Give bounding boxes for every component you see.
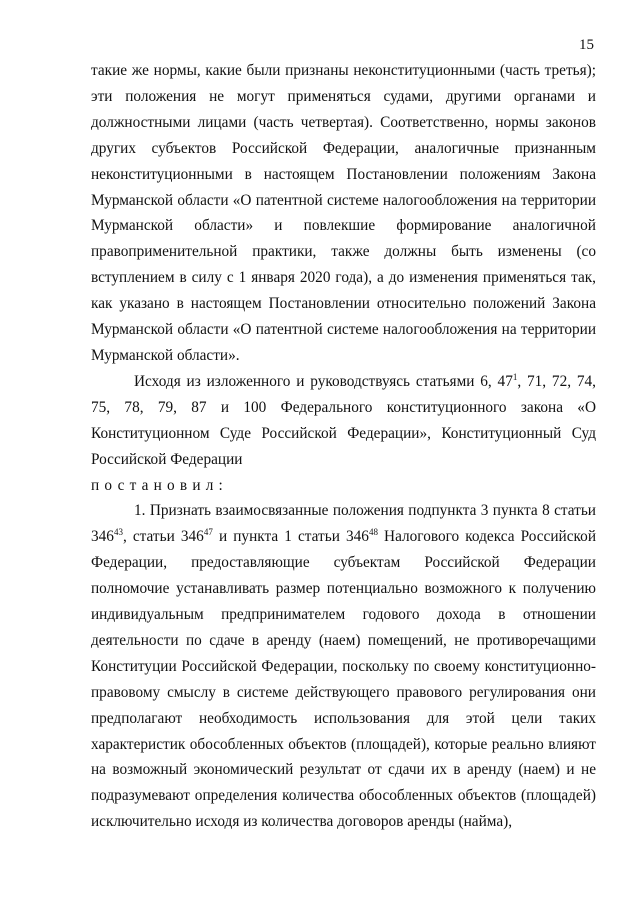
superscript: 48 (368, 527, 378, 538)
paragraph-grounds (91, 369, 596, 473)
item-text-b: , статьи 346 (122, 528, 204, 546)
item-text-d: Налогового кодекса Российской Федерации, предоставляющие субъектам Российской Федерации полномочие устанавливать размер потенциально возможного к получению индивидуальным предпринимателем годового дохода в отношении деятельности по сдаче в аренду (наем) помещений, не противоречащими Конституции Российской Федерации, поскольку по своему конституционно-правовому смыслу в системе действующего правового регулирования они предполагают необходимость использования для этой цели таких характеристик обособленных объектов (площадей), которые реально влияют на возможный экономический результат от сдачи их в аренду (наем) и не подразумевают определения количества обособленных объектов (площадей) исключительно исходя из количества договоров аренды (найма), (91, 528, 597, 831)
grounds-text-a: Исходя из изложенного и руководствуясь статьями 6, 47 (134, 372, 513, 390)
page-number: 15 (579, 37, 594, 53)
ruling-heading: постановил: (91, 476, 228, 494)
superscript: 1 (512, 371, 518, 382)
superscript: 43 (113, 527, 123, 538)
document-body (91, 58, 596, 835)
paragraph-ruling-item-1 (91, 498, 596, 835)
superscript: 47 (203, 527, 213, 538)
grounds-text-b: , 71, 72, 74, 75, 78, 79, 87 и 100 Федерального конституционного закона «О Конституционном Суде Российской Федерации», Конституционный Суд Российской Федерации (91, 372, 596, 468)
item-text-a: 1. Признать взаимосвязанные положения подпункта 3 пункта 8 статьи 346 (91, 502, 596, 546)
item-text-c: и пункта 1 статьи 346 (212, 528, 369, 546)
paragraph-continuation: такие же нормы, какие были признаны неконституционными (часть третья); эти положения не могут применяться судами, другими органами и должностными лицами (часть четвертая). Соответственно, нормы законов других субъектов Российской Федерации, аналогичные признанным неконституционными в настоящем Постановлении положениям Закона Мурманской области «О патентной системе налогообложения на территории Мурманской области» и повлекшие формирование аналогичной правоприменительной практики, также должны быть изменены (со вступлением в силу с 1 января 2020 года), а до изменения применяться так, как указано в настоящем Постановлении относительно положений Закона Мурманской области «О патентной системе налогообложения на территории Мурманской области». (91, 62, 596, 364)
